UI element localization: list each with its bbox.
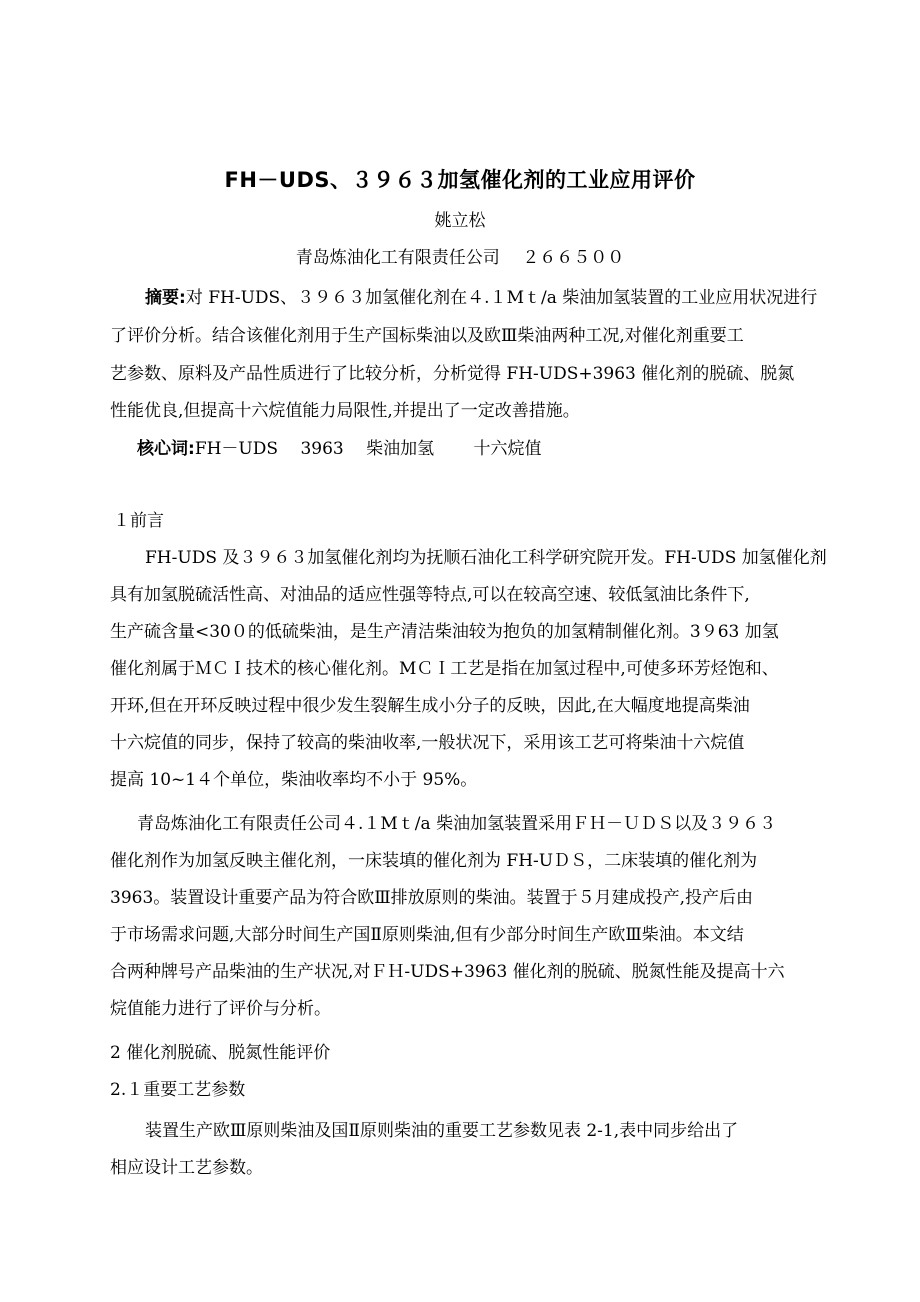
section-1-para-1-line: 生产硫含量<30０的低硫柴油，是生产清洁柴油较为抱负的加氢精制催化剂。3９63 加氢 bbox=[110, 622, 779, 642]
section-1-para-1-line: 十六烷值的同步，保持了较高的柴油收率,一般状况下，采用该工艺可将柴油十六烷值 bbox=[110, 733, 745, 753]
abstract-label: 摘要: bbox=[145, 288, 186, 308]
keywords-label: 核心词: bbox=[137, 439, 195, 459]
section-1-para-1-line: 提高 10~1４个单位，柴油收率均不小于 95%。 bbox=[110, 770, 478, 790]
section-2-para-1-line: 装置生产欧Ⅲ原则柴油及国Ⅱ原则柴油的重要工艺参数见表 2-1,表中同步给出了 bbox=[145, 1121, 739, 1141]
section-1-para-2-line: 催化剂作为加氢反映主催化剂，一床装填的催化剂为 FH-UＤＳ，二床装填的催化剂为 bbox=[110, 851, 758, 871]
section-1-para-2-line: 青岛炼油化工有限责任公司４.１Mｔ/a 柴油加氢装置采用ＦＨ－ＵＤＳ以及３９６３ bbox=[137, 814, 777, 834]
section-1-para-1-line: 开环,但在开环反映过程中很少发生裂解生成小分子的反映，因此,在大幅度地提高柴油 bbox=[110, 696, 750, 716]
abstract-line-1 bbox=[145, 287, 817, 309]
section-1-para-1-line: 催化剂属于ＭＣＩ技术的核心催化剂。MＣＩ工艺是指在加氢过程中,可使多环芳烃饱和、 bbox=[110, 659, 779, 679]
section-2-heading: 2 催化剂脱硫、脱氮性能评价 bbox=[110, 1043, 331, 1063]
author-affiliation: 青岛炼油化工有限责任公司 ２６６５００ bbox=[295, 248, 625, 268]
abstract-line-2: 了评价分析。结合该催化剂用于生产国标柴油以及欧Ⅲ柴油两种工况,对催化剂重要工 bbox=[110, 326, 744, 346]
section-1-para-2-line: 于市场需求问题,大部分时间生产国Ⅱ原则柴油,但有少部分时间生产欧Ⅲ柴油。本文结 bbox=[110, 925, 744, 945]
section-1-para-2-line: 3963。装置设计重要产品为符合欧Ⅲ排放原则的柴油。装置于５月建成投产,投产后由 bbox=[110, 888, 754, 908]
section-1-heading: １前言 bbox=[113, 511, 164, 531]
section-2-1-heading: 2.１重要工艺参数 bbox=[110, 1080, 246, 1100]
keywords-line bbox=[137, 438, 542, 460]
section-1-para-1-line: 具有加氢脱硫活性高、对油品的适应性强等特点,可以在较高空速、较低氢油比条件下, bbox=[110, 585, 750, 605]
section-1-para-1-line: FH-UDS 及３９６３加氢催化剂均为抚顺石油化工科学研究院开发。FH-UDS 加氢催化剂 bbox=[145, 548, 827, 568]
section-1-para-2-line: 合两种牌号产品柴油的生产状况,对ＦＨ-UDS+3963 催化剂的脱硫、脱氮性能及提高十六 bbox=[110, 962, 785, 982]
author-name: 姚立松 bbox=[434, 211, 486, 231]
section-1-para-2-line: 烷值能力进行了评价与分析。 bbox=[110, 999, 331, 1019]
section-2-para-1-line: 相应设计工艺参数。 bbox=[110, 1158, 263, 1178]
abstract-line-4: 性能优良,但提高十六烷值能力局限性,并提出了一定改善措施。 bbox=[110, 401, 580, 421]
abstract-line-3: 艺参数、原料及产品性质进行了比较分析，分析觉得 FH-UDS+3963 催化剂的脱硫、脱氮 bbox=[110, 364, 795, 384]
keywords-text: FH－UDS 3963 柴油加氢 十六烷值 bbox=[194, 439, 542, 459]
document-title: FH－UDS、３９６３加氢催化剂的工业应用评价 bbox=[224, 168, 696, 192]
abstract-text: 对 FH-UDS、３９６３加氢催化剂在４.１Mｔ/a 柴油加氢装置的工业应用状况进行 bbox=[185, 288, 818, 308]
